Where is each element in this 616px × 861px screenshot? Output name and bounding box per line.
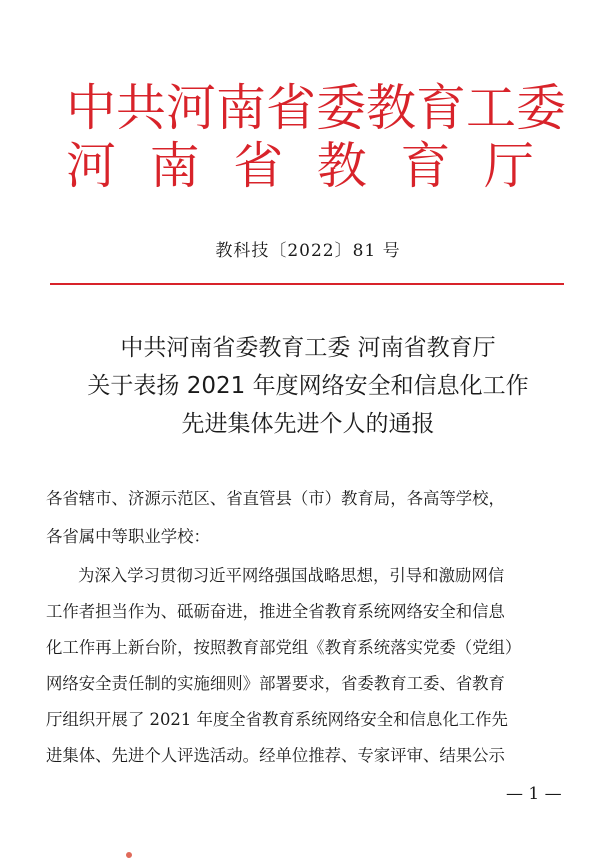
- salutation-line-2: 各省属中等职业学校：: [46, 527, 210, 546]
- header-char: 委: [316, 79, 366, 137]
- issuer-header-line-1: [0, 80, 616, 136]
- body-line-2: 工作者担当作为、砥砺奋进，推进全省教育系统网络安全和信息: [46, 602, 505, 621]
- issuer-header-line-2: [0, 138, 616, 194]
- header-char: 河: [66, 137, 116, 195]
- body-line-1: 为深入学习贯彻习近平网络强国战略思想，引导和激励网信: [78, 566, 505, 585]
- header-char: 教: [316, 137, 367, 195]
- header-char: 河: [166, 79, 216, 137]
- document-title-line-1: 中共河南省委教育工委 河南省教育厅: [120, 335, 496, 361]
- header-char: 工: [466, 79, 516, 137]
- document-title-line-2: 关于表扬 2021 年度网络安全和信息化工作: [87, 373, 529, 399]
- header-char: 厅: [483, 137, 534, 195]
- body-line-4: 网络安全责任制的实施细则》部署要求，省委教育工委、省教育: [46, 674, 505, 693]
- body-line-3: 化工作再上新台阶，按照教育部党组《教育系统落实党委（党组）: [46, 638, 522, 657]
- red-divider-rule: [50, 283, 564, 285]
- header-char: 南: [149, 137, 200, 195]
- header-char: 省: [266, 79, 316, 137]
- header-char: 委: [516, 79, 566, 137]
- header-char: 省: [233, 137, 284, 195]
- salutation-line-1: 各省辖市、济源示范区、省直管县（市）教育局，各高等学校，: [46, 489, 505, 508]
- header-char: 育: [400, 137, 451, 195]
- body-line-6: 进集体、先进个人评选活动。经单位推荐、专家评审、结果公示: [46, 746, 505, 765]
- stamp-edge-mark: [126, 852, 132, 858]
- body-line-5: 厅组织开展了 2021 年度全省教育系统网络安全和信息化工作先: [46, 710, 508, 729]
- header-char: 共: [116, 79, 166, 137]
- page-number: — 1 —: [506, 784, 562, 804]
- document-number: 教科技〔2022〕81 号: [215, 241, 401, 261]
- header-char: 南: [216, 79, 266, 137]
- header-char: 中: [66, 79, 116, 137]
- document-title-line-3: 先进集体先进个人的通报: [181, 411, 435, 437]
- header-char: 教: [366, 79, 416, 137]
- header-char: 育: [416, 79, 466, 137]
